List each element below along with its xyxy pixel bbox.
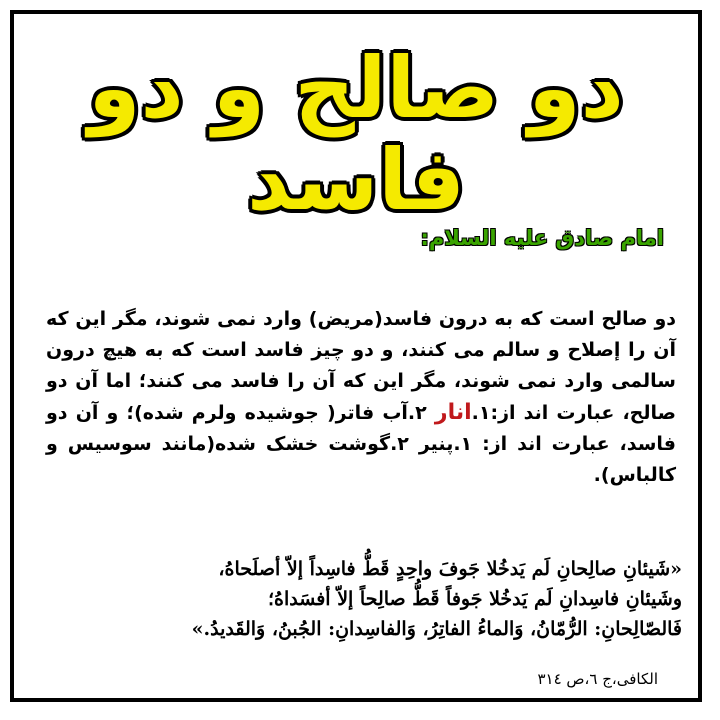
page-title: دو صالح و دو فاسد <box>88 39 624 230</box>
arabic-line-3: فَالصّالِحانِ: الرُّمّانُ، وَالماءُ الفاتِرُ، وَالفاسِدانِ: الجُبنُ، وَالقَدیدُ.» <box>191 618 682 640</box>
persian-text-part-2: ۲.آب فاتر( جوشیده ولرم شده)؛ و آن دو فاسد، عبارت اند از: ۱.پنیر ۲.گوشت خشک شده(مانند سوسیس و کالباس). <box>46 402 676 486</box>
arabic-line-1: «شَیئانِ صالِحانِ لَم یَدخُلا جَوفَ واحِدٍ قَطُّ فاسِداً إلاّ أصلَحاهُ، <box>218 558 682 580</box>
persian-text-part-1: دو صالح است که به درون فاسد(مریض) وارد نمی شوند، مگر این که آن را إصلاح و سالم می کنند، و دو چیز فاسد است که به هیچ درون سالمی وارد نمی شوند، مگر این که آن را فاسد می کنند؛ اما آن دو صالح، عبارت اند از:۱. <box>46 308 676 424</box>
content-frame <box>10 10 702 702</box>
source-citation: الکافی،ج ٦،ص ٣١٤ <box>537 670 658 688</box>
persian-paragraph <box>46 304 676 491</box>
highlight-word: انار <box>434 400 472 425</box>
attribution-label: امام صادق علیه السلام: <box>420 226 664 250</box>
arabic-quote <box>42 554 682 644</box>
arabic-line-2: وشَیئانِ فاسِدانِ لَم یَدخُلا جَوفاً قَطُّ صالِحاً إلاّ أفسَداهُ؛ <box>268 588 682 610</box>
